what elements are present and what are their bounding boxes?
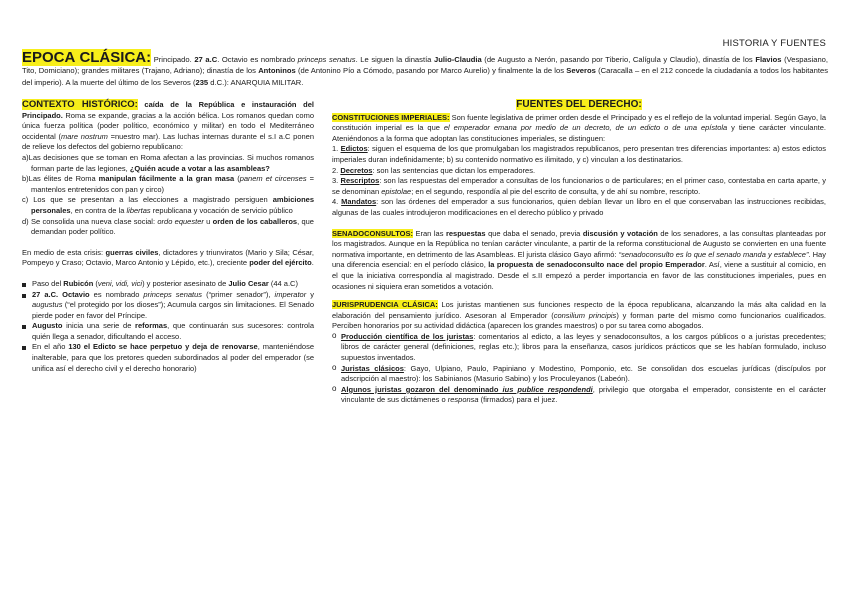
item-text: : comentarios al edicto, a las leyes y senadoconsultos, a los cargos públicos o a juristas precedentes; libros de carácter general (definiciones, reglas etc.); libros para la enseñanza, casos jurídicos prácticos que se les habían formulado, incluso supuestos inventados. [341,331,826,363]
item-bold: Augusto [32,321,63,331]
item-bold: Julio Cesar [228,278,269,288]
item-text: , que continuarán sus sucesores: controla quién llega a senador, dificultando el acceso. [32,321,314,341]
item-text: a)Las decisiones que se toman en Roma afectan a las provincias. Si muchos romanos forman parte de las legiones, [22,152,314,173]
item-text: : son las órdenes del emperador a sus funcionarios, quien debían llevar un libro en el que conservaban las instrucciones recibidas, algunas de las cuales introdujeron modificaciones en el derecho público y privado [332,197,826,217]
numbered-item-3 [332,176,826,197]
item-title: Juristas clásicos [341,363,404,373]
intro-italic: princeps senatus [297,55,356,64]
context-text: Roma se expande, gracias a la acción bélica. Los romanos quedan como única fuerza política (poder político, económico y militar) en todo el Mediterráneo occidental ( [22,110,314,141]
section-italic: consilium principis [553,310,617,320]
item-title: Algunos juristas gozaron del denominado [341,384,503,394]
crisis-bold: guerras civiles [105,247,159,257]
list-item-d [22,217,314,238]
section-text: ) y forman parte del mismo como funcionarios cualificados. Perciben honorarios por su actividad didáctica (aparecen los grandes maestros) o por su tarea como abogados. [332,310,826,331]
spacer [332,219,826,229]
item-title: Producción científica de los juristas [341,331,474,341]
crisis-text: En medio de esta crisis: [22,247,106,257]
item-bold: 27 a.C. Octavio [32,289,90,299]
section-text: . Hay una diferencia esencial: en el período clásico, [332,249,826,270]
item-title: Rescriptos [340,176,380,186]
item-text: c) Los que se presentan a las elecciones a magistrado persiguen [22,195,273,205]
section-text: Eran las [412,228,446,238]
intro-bold: Antoninos [258,66,296,76]
senadoconsultos-paragraph [332,229,826,293]
item-title: Decretos [340,165,373,175]
item-number: 4. [332,197,342,207]
list-item [22,342,314,374]
context-italic: mare nostrum [60,131,108,141]
fuentes-heading [332,100,826,111]
list-item [22,321,314,342]
intro-text: Principado. [151,55,195,64]
intro-bold: 235 [195,77,209,87]
item-text: republicana y vocación de servicio público [150,205,293,215]
item-number: 1. [332,144,341,154]
item-italic: ordo equester [157,216,204,226]
item-text: Paso del [32,278,64,288]
section-bold: la propuesta de senadoconsulto nace del propio Emperador [488,260,705,270]
senadoconsultos-title: SENADOCONSULTOS: [332,228,413,238]
intro-text: (de Antonino Pío a Cómodo, pasando por Marco Aurelio) y finalmente la de los [295,66,567,76]
jurisprudencia-paragraph [332,300,826,332]
intro-paragraph [22,49,829,88]
spacer [22,238,314,248]
events-list [22,279,314,374]
item-italic: princeps senatus [143,289,203,299]
item-text: = mantenlos entretenidos con pan y circo) [31,174,314,194]
item-bold: 130 el Edicto se hace perpetuo y deja de renovarse [68,342,258,352]
left-column [22,100,314,374]
item-bold: Rubicón [63,278,94,288]
list-item-a [22,153,314,174]
item-text: (44 a.C) [268,278,298,288]
intro-bold: Julio-Claudia [434,55,482,64]
item-text: , manteniéndose inalterable, para que los pretores queden subordinados al poder del emperador (se unifica así el derecho civil y el derecho honorario) [32,342,315,373]
item-text: , en contra de la [70,205,127,215]
item-italic: panem et circenses [239,174,307,184]
list-item [332,332,826,364]
item-text: ; en el segundo, respondía al pie del escrito de consulta, y de ahí su nombre, rescripto. [411,186,701,196]
item-title: Edictos [340,144,368,154]
item-text: , que demandan poder político. [31,216,314,237]
intro-text: . Le siguen la dinastía [355,55,434,64]
list-item [332,385,826,406]
item-italic: libertas [126,205,151,215]
numbered-item-4 [332,197,826,218]
crisis-text: . [311,258,314,268]
item-italic: imperator [274,289,307,299]
item-bold: ambiciones personales [31,195,314,215]
page-title: EPOCA CLÁSICA: [22,49,152,66]
list-item [22,290,314,322]
item-number: 3. [332,176,341,186]
item-text: ) y posterior asesinato de [142,278,229,288]
section-text: de los senadores, a las consultas planteadas por los magistrados. Aunque en la República no tenían carácter vinculante, a partir de la reforma constitucional de Augusto se convierten en una fuente normativa importante, en detrimento de las Asambleas. El jurista clásico Gayo afirmó: [332,228,827,259]
item-text: (“el protegido por los dioses”); Acumula cargos sin limitaciones. El Senado pierde poder en favor del Príncipe. [32,300,314,320]
item-text: b)Las élites de Roma [22,174,99,184]
context-bold: caída de la República e instauración del Principado. [22,100,314,120]
item-text: u [203,216,213,226]
page-header-title: HISTORIA Y FUENTES [722,38,826,49]
item-text: : son las sentencias que dictan los emperadores. [372,165,536,175]
section-italic: “senadoconsulto es lo que el senado manda y establece” [618,249,809,259]
item-text: (“primer senador”), [202,289,275,299]
section-bold: discusión y votación [582,228,658,238]
section-text: que daba el senado, previa [485,228,583,238]
crisis-text: , dictadores y triunviratos (Mario y Sila; César, Pompeyo y Craso; Octavio, Marco Antonio y Lépido, etc.), creciente [22,247,314,268]
intro-bold: Flavios [755,55,782,64]
section-italic: el emperador emana por medio de un decreto, de un edicto o de una epístola [443,123,728,133]
item-bold: ¿Quién acude a votar a las asambleas? [129,163,270,173]
item-text: es nombrado [89,289,144,299]
numbered-item-1 [332,144,826,165]
spacer [332,292,826,300]
item-italic: augustus [32,300,63,310]
item-text: En el año [32,342,69,352]
numbered-item-2 [332,166,826,177]
list-item-c [22,195,314,216]
item-number: 2. [332,165,341,175]
section-text: . Así, viene a sustituir al comicio, en el que la iniciativa correspondía al magistrado. Desde el s.II empezó a perder importancia en favor de las constituciones imperiales, pues en ocasiones ni siquiera eran sometidos a votación. [332,260,826,291]
intro-text: . Octavio es nombrado [217,55,298,64]
intro-bold: Severos [566,66,596,76]
list-item [22,279,314,290]
item-text: : son las respuestas del emperador a consultas de los funcionarios o de particulares; en el primer caso, contestaba en carta aparte, y se denominan [332,176,827,196]
crisis-paragraph [22,248,314,269]
jurisprudencia-list [332,332,826,406]
section-bold: respuestas [445,228,486,238]
spacer [22,269,314,279]
item-text: d) Se consolida una nueva clase social: [22,216,158,226]
item-text: ( [93,278,98,288]
item-title-italic: ius publice respondendi [502,384,593,394]
section-text: y tiene carácter vinculante. Ateniéndonos a la forma que adoptan las constituciones imperiales, se distinguen: [332,123,826,143]
fuentes-title: FUENTES DEL DERECHO: [516,99,642,110]
item-text: (firmados) para el juez. [478,395,558,405]
intro-text: (Caracalla – en el 212 concede la ciudadanía a todos los habitantes del imperio). A la muerte del último de los Severos ( [22,66,828,87]
intro-text: (Vespasiano, Tito, Domiciano); grandes militares (Trajano, Adriano); dinastía de los [22,55,829,76]
constituciones-paragraph [332,113,826,145]
item-title: Mandatos [341,197,377,207]
item-text: y [306,289,314,299]
jurisprudencia-title: JURISPRUDENCIA CLÁSICA: [332,300,438,310]
item-bold: orden de los caballeros [212,216,298,226]
item-text: , privilegio que otorgaba el emperador, consistente en el carácter vinculante de sus dictámenes o [341,384,826,405]
crisis-bold: poder del ejército [249,258,312,268]
list-item-b [22,174,314,195]
item-text: : Gayo, Ulpiano, Paulo, Papiniano y Modestino, Pomponio, etc. Se consolidan dos escuelas jurídicas (discípulos por adscripción al maestro): los Sabinianos (Masurio Sabino) y los Proculeyanos (Labeón). [341,363,826,384]
context-title: CONTEXTO HISTÓRICO: [22,99,138,110]
right-column [332,100,826,406]
constituciones-title: CONSTITUCIONES IMPERIALES: [332,112,450,122]
list-item [332,364,826,385]
item-bold: manipulan fácilmente a la gran masa [98,174,235,184]
intro-date: 27 a.C [194,55,218,64]
intro-text: d.C.): ANARQUIA MILITAR. [208,77,304,87]
context-text: =nuestro mar). Las luchas internas durante el s.I a.C ponen de relieve los defectos del gobierno republicano: [22,131,315,152]
item-text: ( [234,174,240,184]
item-italic: veni, vidi, vici [97,278,143,288]
item-text: inicia una serie de [62,321,136,331]
item-italic: responsa [447,395,479,405]
section-text: Son fuente legislativa de primer orden desde el Principado y es el reflejo de la voluntad imperial. Según Gayo, la constitución imperial es la que [332,112,826,133]
intro-text: (de Augusto a Nerón, pasando por Tiberio, Calígula y Claudio), dinastía de los [481,55,756,64]
item-bold: reformas [135,321,168,331]
item-text: : siguen el esquema de los que promulgaban los magistrados republicanos, pero presentan tres diferencias importantes: a) estos edictos imperiales duran indefinidamente; b) su contenido normativo es ilimitado, y c) vinculan a los destinatarios. [332,144,826,164]
item-italic: epistolae [381,186,412,196]
context-paragraph [22,100,314,153]
section-text: Los juristas mantienen sus funciones respecto de la época republicana, alcanzando la más alta calidad en la elaboración del pensamiento jurídico. Asesoran al Emperador ( [332,300,826,320]
